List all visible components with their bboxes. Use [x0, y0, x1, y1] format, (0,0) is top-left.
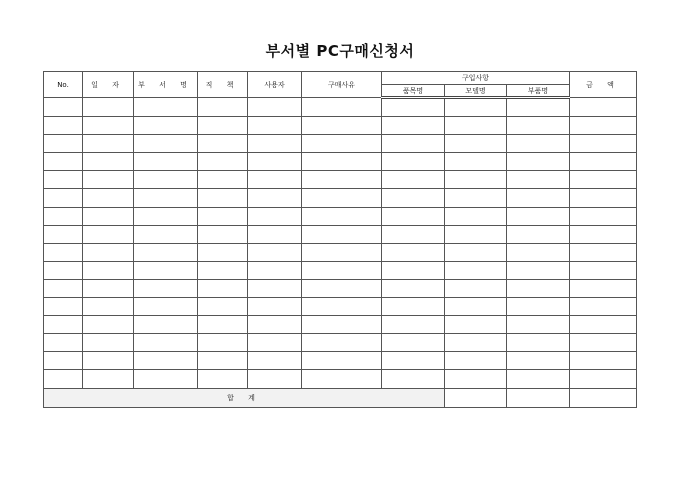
- total-part-cell[interactable]: [507, 388, 570, 407]
- cell-amount[interactable]: [570, 98, 637, 117]
- table-row: [44, 243, 637, 261]
- table-row: [44, 225, 637, 243]
- cell-position[interactable]: [198, 135, 248, 153]
- cell-position[interactable]: [198, 298, 248, 316]
- cell-no[interactable]: [44, 135, 83, 153]
- cell-user[interactable]: [248, 135, 302, 153]
- cell-reason[interactable]: [302, 207, 382, 225]
- cell-no[interactable]: [44, 153, 83, 171]
- cell-reason[interactable]: [302, 334, 382, 352]
- cell-item-name[interactable]: [382, 298, 445, 316]
- header-item-name: 품목명: [382, 85, 445, 98]
- cell-amount[interactable]: [570, 316, 637, 334]
- cell-date[interactable]: [83, 316, 134, 334]
- cell-department[interactable]: [134, 207, 198, 225]
- cell-user[interactable]: [248, 153, 302, 171]
- cell-user[interactable]: [248, 352, 302, 370]
- cell-model-name[interactable]: [445, 135, 507, 153]
- cell-date[interactable]: [83, 225, 134, 243]
- cell-item-name[interactable]: [382, 135, 445, 153]
- table-row: [44, 117, 637, 135]
- cell-amount[interactable]: [570, 370, 637, 388]
- cell-user[interactable]: [248, 225, 302, 243]
- cell-no[interactable]: [44, 316, 83, 334]
- cell-amount[interactable]: [570, 171, 637, 189]
- cell-model-name[interactable]: [445, 189, 507, 207]
- cell-user[interactable]: [248, 207, 302, 225]
- cell-model-name[interactable]: [445, 207, 507, 225]
- cell-no[interactable]: [44, 225, 83, 243]
- cell-position[interactable]: [198, 225, 248, 243]
- cell-user[interactable]: [248, 298, 302, 316]
- cell-department[interactable]: [134, 370, 198, 388]
- cell-position[interactable]: [198, 98, 248, 117]
- cell-position[interactable]: [198, 243, 248, 261]
- table-row: [44, 171, 637, 189]
- cell-date[interactable]: [83, 279, 134, 297]
- cell-date[interactable]: [83, 261, 134, 279]
- cell-amount[interactable]: [570, 153, 637, 171]
- cell-no[interactable]: [44, 117, 83, 135]
- cell-item-name[interactable]: [382, 225, 445, 243]
- cell-department[interactable]: [134, 98, 198, 117]
- cell-part-name[interactable]: [507, 352, 570, 370]
- cell-no[interactable]: [44, 189, 83, 207]
- purchase-request-table: [43, 71, 637, 408]
- cell-part-name[interactable]: [507, 225, 570, 243]
- table-row: [44, 153, 637, 171]
- cell-item-name[interactable]: [382, 261, 445, 279]
- cell-date[interactable]: [83, 298, 134, 316]
- cell-no[interactable]: [44, 98, 83, 117]
- header-date: 일 자: [83, 72, 134, 98]
- cell-department[interactable]: [134, 261, 198, 279]
- cell-part-name[interactable]: [507, 207, 570, 225]
- cell-part-name[interactable]: [507, 334, 570, 352]
- cell-position[interactable]: [198, 153, 248, 171]
- header-row: [44, 72, 637, 85]
- cell-model-name[interactable]: [445, 370, 507, 388]
- cell-item-name[interactable]: [382, 171, 445, 189]
- cell-reason[interactable]: [302, 279, 382, 297]
- table-row: [44, 135, 637, 153]
- cell-date[interactable]: [83, 98, 134, 117]
- cell-position[interactable]: [198, 261, 248, 279]
- cell-no[interactable]: [44, 352, 83, 370]
- table-row: [44, 334, 637, 352]
- cell-no[interactable]: [44, 207, 83, 225]
- cell-model-name[interactable]: [445, 98, 507, 117]
- cell-department[interactable]: [134, 352, 198, 370]
- cell-model-name[interactable]: [445, 243, 507, 261]
- cell-reason[interactable]: [302, 261, 382, 279]
- cell-position[interactable]: [198, 117, 248, 135]
- cell-date[interactable]: [83, 117, 134, 135]
- cell-part-name[interactable]: [507, 189, 570, 207]
- cell-item-name[interactable]: [382, 243, 445, 261]
- cell-model-name[interactable]: [445, 261, 507, 279]
- cell-user[interactable]: [248, 98, 302, 117]
- cell-reason[interactable]: [302, 189, 382, 207]
- cell-position[interactable]: [198, 352, 248, 370]
- cell-reason[interactable]: [302, 98, 382, 117]
- total-amount-cell[interactable]: [570, 388, 637, 407]
- cell-item-name[interactable]: [382, 370, 445, 388]
- cell-reason[interactable]: [302, 316, 382, 334]
- cell-item-name[interactable]: [382, 153, 445, 171]
- cell-part-name[interactable]: [507, 370, 570, 388]
- cell-reason[interactable]: [302, 135, 382, 153]
- cell-amount[interactable]: [570, 298, 637, 316]
- table-row: [44, 370, 637, 388]
- cell-amount[interactable]: [570, 352, 637, 370]
- cell-user[interactable]: [248, 334, 302, 352]
- cell-part-name[interactable]: [507, 98, 570, 117]
- cell-department[interactable]: [134, 243, 198, 261]
- total-row: [44, 388, 637, 407]
- cell-part-name[interactable]: [507, 316, 570, 334]
- cell-item-name[interactable]: [382, 352, 445, 370]
- cell-model-name[interactable]: [445, 334, 507, 352]
- cell-position[interactable]: [198, 370, 248, 388]
- cell-item-name[interactable]: [382, 334, 445, 352]
- cell-date[interactable]: [83, 352, 134, 370]
- cell-reason[interactable]: [302, 243, 382, 261]
- cell-model-name[interactable]: [445, 153, 507, 171]
- cell-no[interactable]: [44, 370, 83, 388]
- cell-part-name[interactable]: [507, 153, 570, 171]
- cell-user[interactable]: [248, 117, 302, 135]
- cell-no[interactable]: [44, 298, 83, 316]
- cell-part-name[interactable]: [507, 117, 570, 135]
- cell-amount[interactable]: [570, 334, 637, 352]
- header-purchase-group: 구입사항: [382, 72, 570, 85]
- cell-model-name[interactable]: [445, 316, 507, 334]
- table-row: [44, 298, 637, 316]
- cell-department[interactable]: [134, 153, 198, 171]
- cell-department[interactable]: [134, 334, 198, 352]
- cell-amount[interactable]: [570, 117, 637, 135]
- table-row: [44, 207, 637, 225]
- cell-department[interactable]: [134, 189, 198, 207]
- table-row: [44, 316, 637, 334]
- cell-department[interactable]: [134, 135, 198, 153]
- cell-amount[interactable]: [570, 207, 637, 225]
- cell-no[interactable]: [44, 261, 83, 279]
- cell-part-name[interactable]: [507, 135, 570, 153]
- cell-part-name[interactable]: [507, 279, 570, 297]
- cell-reason[interactable]: [302, 153, 382, 171]
- cell-no[interactable]: [44, 171, 83, 189]
- cell-user[interactable]: [248, 171, 302, 189]
- cell-user[interactable]: [248, 243, 302, 261]
- table-row: [44, 279, 637, 297]
- cell-date[interactable]: [83, 334, 134, 352]
- cell-part-name[interactable]: [507, 171, 570, 189]
- cell-user[interactable]: [248, 316, 302, 334]
- header-position: 직 책: [198, 72, 248, 98]
- cell-position[interactable]: [198, 207, 248, 225]
- table-row: [44, 352, 637, 370]
- cell-department[interactable]: [134, 316, 198, 334]
- cell-item-name[interactable]: [382, 316, 445, 334]
- cell-reason[interactable]: [302, 370, 382, 388]
- cell-part-name[interactable]: [507, 298, 570, 316]
- cell-user[interactable]: [248, 261, 302, 279]
- cell-user[interactable]: [248, 279, 302, 297]
- table-row: [44, 98, 637, 117]
- cell-department[interactable]: [134, 298, 198, 316]
- total-label: 합 계: [44, 388, 445, 407]
- cell-model-name[interactable]: [445, 298, 507, 316]
- cell-date[interactable]: [83, 153, 134, 171]
- header-department: 부 서 명: [134, 72, 198, 98]
- header-reason: 구매사유: [302, 72, 382, 98]
- header-amount: 금 액: [570, 72, 637, 98]
- cell-reason[interactable]: [302, 225, 382, 243]
- cell-item-name[interactable]: [382, 279, 445, 297]
- cell-amount[interactable]: [570, 279, 637, 297]
- header-part-name: 부품명: [507, 85, 570, 98]
- table-row: [44, 261, 637, 279]
- cell-date[interactable]: [83, 189, 134, 207]
- cell-position[interactable]: [198, 171, 248, 189]
- cell-item-name[interactable]: [382, 117, 445, 135]
- cell-department[interactable]: [134, 225, 198, 243]
- cell-date[interactable]: [83, 370, 134, 388]
- cell-no[interactable]: [44, 279, 83, 297]
- cell-position[interactable]: [198, 279, 248, 297]
- cell-model-name[interactable]: [445, 279, 507, 297]
- cell-reason[interactable]: [302, 352, 382, 370]
- cell-date[interactable]: [83, 171, 134, 189]
- cell-department[interactable]: [134, 171, 198, 189]
- total-model-cell[interactable]: [445, 388, 507, 407]
- cell-amount[interactable]: [570, 225, 637, 243]
- cell-date[interactable]: [83, 243, 134, 261]
- cell-reason[interactable]: [302, 117, 382, 135]
- cell-date[interactable]: [83, 135, 134, 153]
- table-body: [44, 98, 637, 389]
- cell-model-name[interactable]: [445, 352, 507, 370]
- cell-position[interactable]: [198, 189, 248, 207]
- cell-amount[interactable]: [570, 261, 637, 279]
- cell-item-name[interactable]: [382, 98, 445, 117]
- cell-model-name[interactable]: [445, 225, 507, 243]
- cell-date[interactable]: [83, 207, 134, 225]
- cell-model-name[interactable]: [445, 171, 507, 189]
- cell-item-name[interactable]: [382, 207, 445, 225]
- cell-no[interactable]: [44, 334, 83, 352]
- cell-no[interactable]: [44, 243, 83, 261]
- header-no: No.: [44, 72, 83, 98]
- cell-amount[interactable]: [570, 135, 637, 153]
- cell-part-name[interactable]: [507, 261, 570, 279]
- cell-position[interactable]: [198, 334, 248, 352]
- document-title: 부서별 PC구매신청서: [265, 42, 415, 60]
- cell-reason[interactable]: [302, 171, 382, 189]
- cell-part-name[interactable]: [507, 243, 570, 261]
- cell-user[interactable]: [248, 370, 302, 388]
- cell-position[interactable]: [198, 316, 248, 334]
- header-model-name: 모델명: [445, 85, 507, 98]
- cell-item-name[interactable]: [382, 189, 445, 207]
- cell-amount[interactable]: [570, 243, 637, 261]
- cell-model-name[interactable]: [445, 117, 507, 135]
- table-row: [44, 189, 637, 207]
- cell-department[interactable]: [134, 117, 198, 135]
- cell-user[interactable]: [248, 189, 302, 207]
- cell-department[interactable]: [134, 279, 198, 297]
- header-user: 사용자: [248, 72, 302, 98]
- cell-amount[interactable]: [570, 189, 637, 207]
- cell-reason[interactable]: [302, 298, 382, 316]
